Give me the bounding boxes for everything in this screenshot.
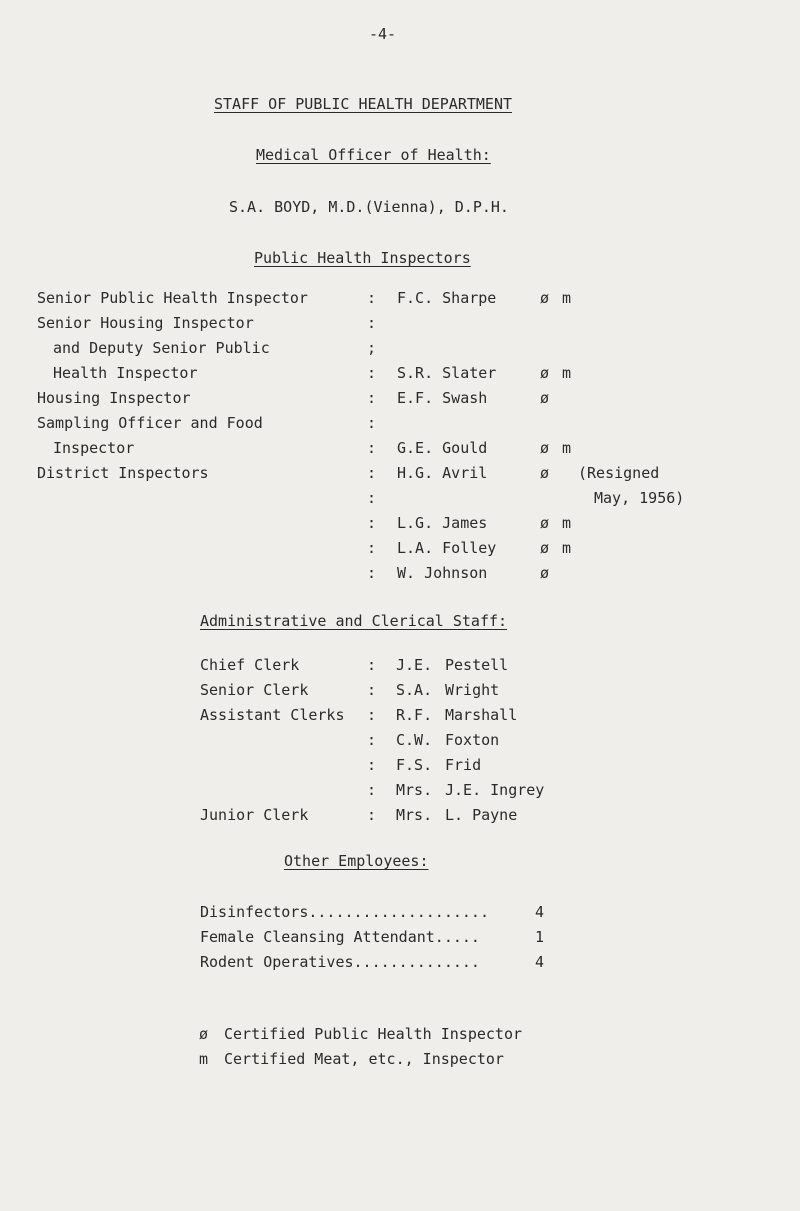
phi-role: Sampling Officer and Food — [37, 414, 263, 432]
moh-name: S.A. BOYD, M.D.(Vienna), D.P.H. — [229, 198, 509, 216]
meat-mark: m — [562, 439, 572, 457]
meat-mark: m — [562, 539, 572, 557]
cert-mark: ø — [540, 289, 550, 307]
employee-count: 1 — [535, 928, 545, 946]
meat-mark: m — [562, 364, 572, 382]
phi-role: Housing Inspector — [37, 389, 191, 407]
colon: : — [367, 781, 377, 799]
colon: : — [367, 539, 377, 557]
clerk-initials: C.W. — [396, 731, 433, 749]
phi-heading: Public Health Inspectors — [254, 249, 471, 267]
admin-heading: Administrative and Clerical Staff: — [200, 612, 508, 630]
employee-count: 4 — [535, 903, 545, 921]
clerk-name: Frid — [445, 756, 482, 774]
phi-role: Inspector — [53, 439, 135, 457]
document-title: STAFF OF PUBLIC HEALTH DEPARTMENT — [214, 95, 513, 113]
admin-role: Junior Clerk — [200, 806, 309, 824]
resigned-note: May, 1956) — [594, 489, 685, 507]
inspector-name: E.F. Swash — [397, 389, 488, 407]
footnote-symbol: m — [199, 1050, 209, 1068]
employee-label: Rodent Operatives.............. — [200, 953, 480, 971]
admin-role: Chief Clerk — [200, 656, 300, 674]
resigned-note: (Resigned — [578, 464, 660, 482]
inspector-name: F.C. Sharpe — [397, 289, 497, 307]
colon: : — [367, 289, 377, 307]
cert-mark: ø — [540, 514, 550, 532]
other-heading: Other Employees: — [284, 852, 429, 870]
colon: : — [367, 464, 377, 482]
colon: : — [367, 731, 377, 749]
colon: ; — [367, 339, 377, 357]
clerk-name: Foxton — [445, 731, 500, 749]
clerk-initials: Mrs. — [396, 806, 433, 824]
clerk-initials: J.E. — [396, 656, 433, 674]
meat-mark: m — [562, 289, 572, 307]
cert-mark: ø — [540, 389, 550, 407]
cert-mark: ø — [540, 364, 550, 382]
phi-role: and Deputy Senior Public — [53, 339, 270, 357]
phi-role: Senior Public Health Inspector — [37, 289, 308, 307]
cert-mark: ø — [540, 464, 550, 482]
admin-role: Assistant Clerks — [200, 706, 345, 724]
colon: : — [367, 681, 377, 699]
employee-label: Female Cleansing Attendant..... — [200, 928, 480, 946]
clerk-initials: Mrs. — [396, 781, 433, 799]
colon: : — [367, 414, 377, 432]
inspector-name: L.A. Folley — [397, 539, 497, 557]
moh-heading: Medical Officer of Health: — [256, 146, 491, 164]
inspector-name: G.E. Gould — [397, 439, 488, 457]
page-number: -4- — [369, 25, 397, 43]
colon: : — [367, 564, 377, 582]
footnote-text: Certified Meat, etc., Inspector — [224, 1050, 504, 1068]
clerk-name: Wright — [445, 681, 500, 699]
inspector-name: L.G. James — [397, 514, 488, 532]
clerk-name: Pestell — [445, 656, 509, 674]
clerk-initials: S.A. — [396, 681, 433, 699]
inspector-name: H.G. Avril — [397, 464, 488, 482]
cert-mark: ø — [540, 539, 550, 557]
colon: : — [367, 706, 377, 724]
cert-mark: ø — [540, 439, 550, 457]
inspector-name: W. Johnson — [397, 564, 488, 582]
clerk-initials: F.S. — [396, 756, 433, 774]
colon: : — [367, 364, 377, 382]
colon: : — [367, 489, 377, 507]
colon: : — [367, 756, 377, 774]
footnote-text: Certified Public Health Inspector — [224, 1025, 523, 1043]
employee-count: 4 — [535, 953, 545, 971]
clerk-name: L. Payne — [445, 806, 518, 824]
colon: : — [367, 806, 377, 824]
clerk-name: J.E. Ingrey — [445, 781, 545, 799]
clerk-name: Marshall — [445, 706, 518, 724]
cert-mark: ø — [540, 564, 550, 582]
clerk-initials: R.F. — [396, 706, 433, 724]
employee-label: Disinfectors.................... — [200, 903, 489, 921]
phi-role: Senior Housing Inspector — [37, 314, 254, 332]
colon: : — [367, 439, 377, 457]
colon: : — [367, 314, 377, 332]
phi-role: District Inspectors — [37, 464, 209, 482]
meat-mark: m — [562, 514, 572, 532]
inspector-name: S.R. Slater — [397, 364, 497, 382]
phi-role: Health Inspector — [53, 364, 198, 382]
admin-role: Senior Clerk — [200, 681, 309, 699]
colon: : — [367, 656, 377, 674]
colon: : — [367, 514, 377, 532]
footnote-symbol: ø — [199, 1025, 209, 1043]
colon: : — [367, 389, 377, 407]
